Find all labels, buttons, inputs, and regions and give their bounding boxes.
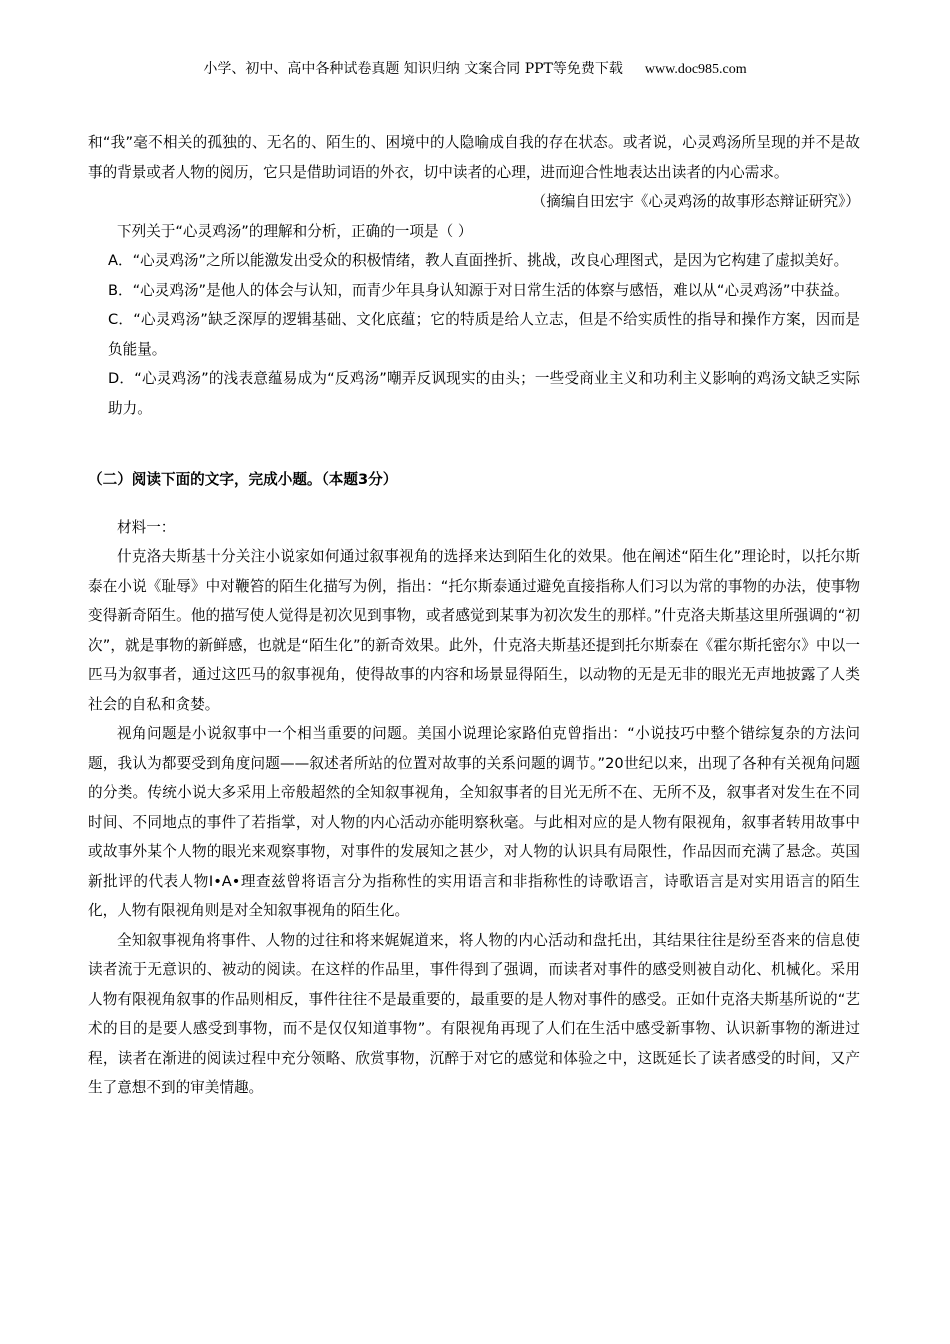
section-title: （二）阅读下面的文字，完成小题。（本题3分）: [88, 471, 398, 488]
main-content: [88, 128, 860, 1103]
header-site-link[interactable]: www.doc985.com: [644, 62, 747, 77]
option-b: B．“心灵鸡汤”是他人的体会与认知，而青少年具身认知源于对日常生活的体察与感悟，难以从“心灵鸡汤”中获益。: [108, 281, 849, 299]
option-a: A．“心灵鸡汤”之所以能激发出受众的积极情绪，教人直面挫折、挑战，改良心理图式，是因为它构建了虚拟美好。: [108, 252, 849, 269]
page-header: [0, 58, 950, 78]
option-d: D．“心灵鸡汤”的浅表意蕴易成为“反鸡汤”嘲弄反讽现实的由头；一些受商业主义和功利主义影响的鸡汤文缺乏实际助力。: [108, 370, 860, 417]
material-label: 材料一：: [117, 518, 176, 536]
source-citation: （摘编自田宏宇《心灵鸡汤的故事形态辩证研究》）: [531, 193, 860, 210]
material-paragraph-1: 什克洛夫斯基十分关注小说家如何通过叙事视角的选择来达到陌生化的效果。他在阐述“陌生化”理论时，以托尔斯泰在小说《耻辱》中对鞭笞的陌生化描写为例，指出：“托尔斯泰通过避免直接指称人们习以为常的事物的办法，使事物变得新奇陌生。他的描写使人觉得是初次见到事物，或者感觉到某事为初次发生的那样。”什克洛夫斯基这里所强调的“初次”，就是事物的新鲜感，也就是“陌生化”的新奇效果。此外，什克洛夫斯基还提到托尔斯泰在《霍尔斯托密尔》中以一匹马为叙事者，通过这匹马的叙事视角，使得故事的内容和场景显得陌生，以动物的无是无非的眼光无声地披露了人类社会的自私和贪婪。: [88, 548, 860, 713]
passage-end-paragraph: 和“我”毫不相关的孤独的、无名的、陌生的、困境中的人隐喻成自我的存在状态。或者说，心灵鸡汤所呈现的并不是故事的背景或者人物的阅历，它只是借助词语的外衣，切中读者的心理，进而迎合性地表达出读者的内心需求。: [88, 134, 860, 181]
material-paragraph-2: 视角问题是小说叙事中一个相当重要的问题。美国小说理论家路伯克曾指出：“小说技巧中整个错综复杂的方法问题，我认为都要受到角度问题——叙述者所站的位置对故事的关系问题的调节。”20世纪以来，出现了各种有关视角问题的分类。传统小说大多采用上帝般超然的全知叙事视角，全知叙事者的目光无所不在、无所不及，叙事者对发生在不同时间、不同地点的事件了若指掌，对人物的内心活动亦能明察秋毫。与此相对应的是人物有限视角，叙事者转用故事中或故事外某个人物的眼光来观察事物，对事件的发展知之甚少，对人物的认识具有局限性，作品因而充满了悬念。英国新批评的代表人物I•A•理查兹曾将语言分为指称性的实用语言和非指称性的诗歌语言，诗歌语言是对实用语言的陌生化，人物有限视角则是对全知叙事视角的陌生化。: [88, 725, 860, 919]
header-text: 小学、初中、高中各种试卷真题 知识归纳 文案合同 PPT等免费下载: [203, 61, 623, 77]
material-paragraph-3: 全知叙事视角将事件、人物的过往和将来娓娓道来，将人物的内心活动和盘托出，其结果往往是纷至沓来的信息使读者流于无意识的、被动的阅读。在这样的作品里，事件得到了强调，而读者对事件的感受则被自动化、机械化。采用人物有限视角叙事的作品则相反，事件往往不是最重要的，最重要的是人物对事件的感受。正如什克洛夫斯基所说的“艺术的目的是要人感受到事物，而不是仅仅知道事物”。有限视角再现了人们在生活中感受新事物、认识新事物的渐进过程，读者在渐进的阅读过程中充分领略、欣赏事物，沉醉于对它的感觉和体验之中，这既延长了读者感受的时间，又产生了意想不到的审美情趣。: [88, 931, 860, 1096]
option-c: C．“心灵鸡汤”缺乏深厚的逻辑基础、文化底蕴；它的特质是给人立志，但是不给实质性的指导和操作方案，因而是负能量。: [108, 311, 860, 358]
question-stem: 下列关于“心灵鸡汤”的理解和分析，正确的一项是（ ）: [117, 222, 473, 240]
